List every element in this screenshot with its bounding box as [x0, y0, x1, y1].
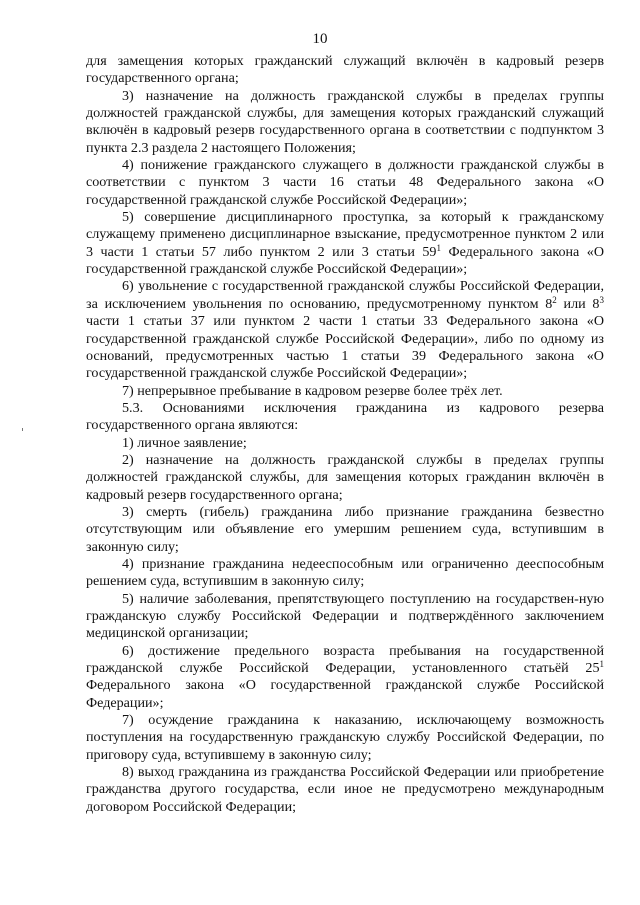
text-run: части 1 статьи 37 или пунктом 2 части 1 статьи 33 Федерального закона «О государственной гражданской службе Российской Федерации», либо по одному из оснований, предусмотренных частью 1 статьи 39 Федерального закона «О государственной гражданской службе Российской Федерации»;: [86, 313, 604, 382]
list-item-2: 2) назначение на должность гражданской службы в пределах группы должностей гражданской службы, для замещения которых гражданин включён в кадровый резерв государственного органа;: [86, 451, 604, 503]
text-run: Федерального закона «О государственной гражданской службе Российской Федерации»;: [86, 243, 604, 278]
text-run: или 8: [556, 295, 600, 312]
superscript: 2: [552, 294, 557, 305]
text-run: 5) совершение дисциплинарного проступка, за который к гражданскому служащему применено дисциплинарное взыскание, предусмотренное пунктом 2 или 3 части 1 статьи 57 либо пунктом 2 или 3 статьи 59: [86, 209, 604, 260]
text-run: Федерального закона «О государственной гражданской службе Российской Федерации»;: [86, 677, 604, 711]
list-item-4: 4) признание гражданина недееспособным или ограниченно дееспособным решением суда, вступившим в законную силу;: [86, 555, 604, 590]
paragraph-item-6: [86, 278, 604, 382]
text-run: 6) увольнение с государственной гражданской службы Российской Федерации, за исключением увольнения по основанию, предусмотренному пунктом 8: [86, 278, 604, 312]
paragraph-item-7: 7) непрерывное пребывание в кадровом резерве более трёх лет.: [122, 382, 503, 399]
paragraph-continued: для замещения которых гражданский служащий включён в кадровый резерв государственного органа;: [86, 53, 604, 87]
list-item-6: [86, 643, 604, 712]
paragraph-section-5-3: 5.3. Основаниями исключения гражданина из кадрового резерва государственного органа являются:: [86, 399, 604, 434]
scan-mark: [22, 428, 23, 431]
page-number: 10: [312, 31, 328, 47]
document-body: [86, 53, 604, 816]
text-run: 6) достижение предельного возраста пребывания на государственной гражданской службе Российской Федерации, установленного статьёй 25: [86, 642, 604, 677]
superscript: 1: [436, 242, 441, 253]
superscript: 1: [599, 659, 604, 670]
list-item-5: 5) наличие заболевания, препятствующего поступлению на государствен-ную гражданскую службу Российской Федерации и подтверждённого заключением медицинской организации;: [86, 590, 604, 642]
list-item-1: 1) личное заявление;: [122, 434, 247, 451]
paragraph-item-5: [86, 209, 604, 278]
paragraph-item-3: 3) назначение на должность гражданской службы в пределах группы должностей гражданской службы, для замещения которых гражданский служащий включён в кадровый резерв государственного органа в соответствии с подпунктом 3 пункта 2.3 раздела 2 настоящего Положения;: [86, 87, 604, 156]
superscript: 3: [599, 294, 604, 305]
paragraph-item-4: 4) понижение гражданского служащего в должности гражданской службы в соответствии с пунктом 3 части 16 статьи 48 Федерального закона «О государственной гражданской службе Российской Федерации»;: [86, 157, 604, 208]
list-item-7: 7) осуждение гражданина к наказанию, исключающему возможность поступления на государственную гражданскую службу Российской Федерации, по приговору суда, вступившему в законную силу;: [86, 712, 604, 763]
list-item-8: 8) выход гражданина из гражданства Российской Федерации или приобретение гражданства другого государства, если иное не предусмотрено международным договором Российской Федерации;: [86, 764, 604, 815]
list-item-3: 3) смерть (гибель) гражданина либо признание гражданина безвестно отсутствующим или объявление его умершим решением суда, вступившим в законную силу;: [86, 503, 604, 555]
